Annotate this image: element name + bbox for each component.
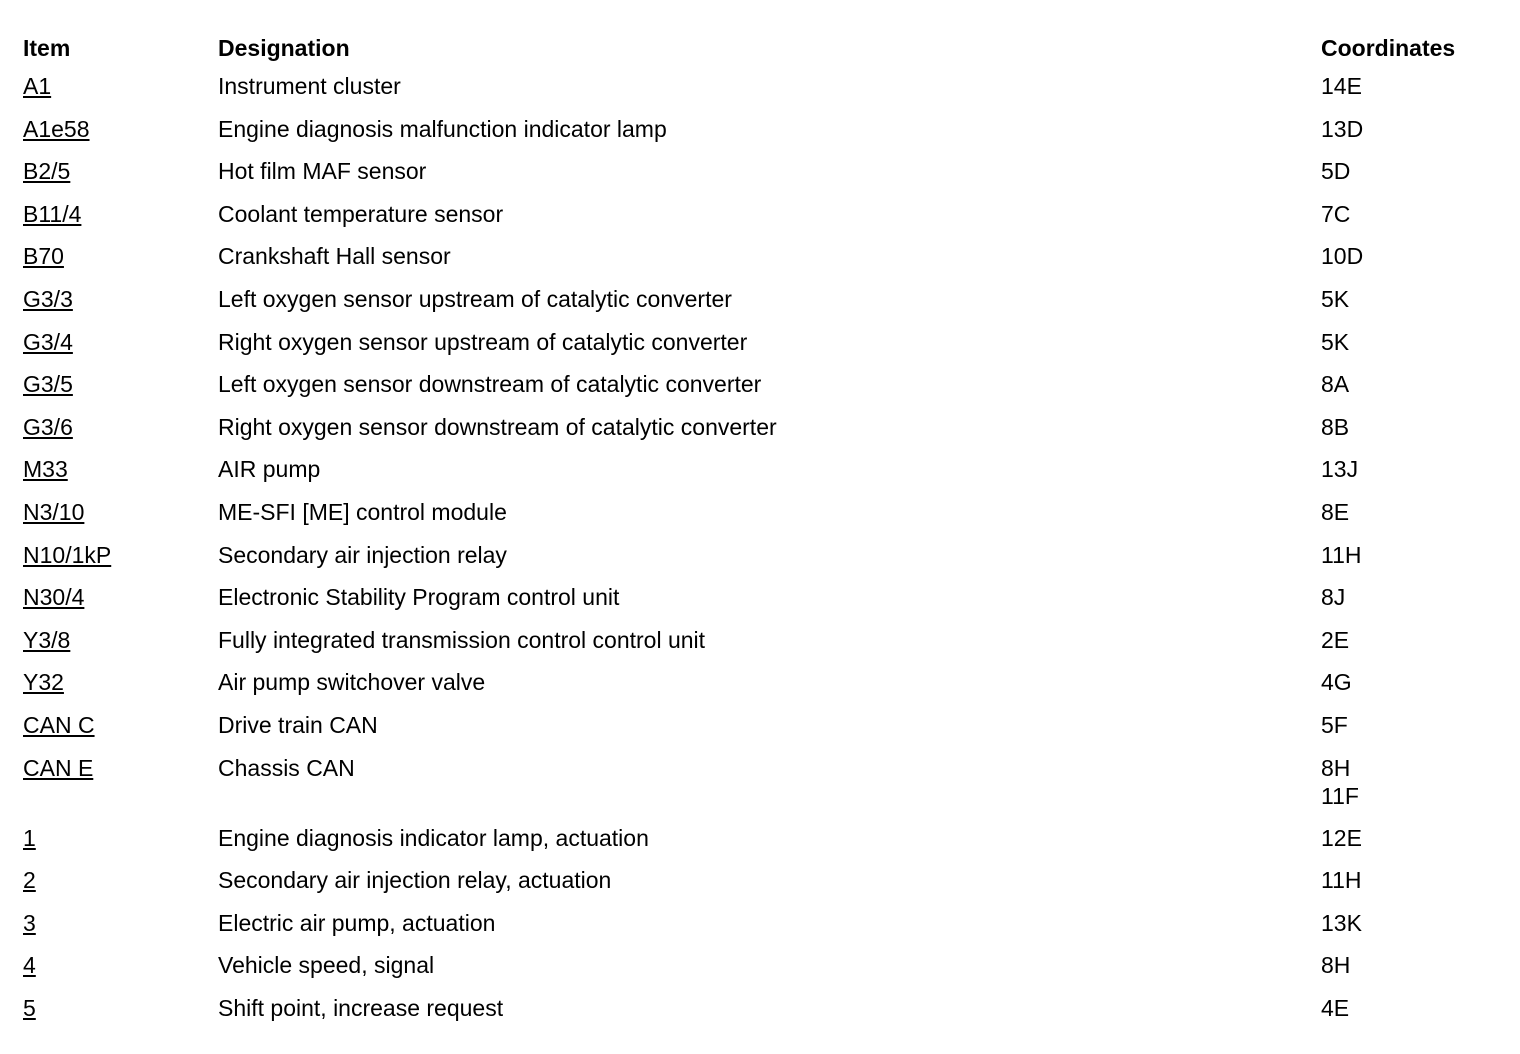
coordinate-value: 4E	[1321, 994, 1350, 1021]
table-header	[23, 30, 1503, 72]
table-row	[23, 951, 1503, 994]
designation-text: Secondary air injection relay	[218, 541, 507, 568]
item-link[interactable]: Y3/8	[23, 626, 71, 653]
coordinate-value: 5K	[1321, 328, 1350, 355]
component-legend-table	[23, 30, 1503, 1036]
table-row	[23, 455, 1503, 498]
designation-text: Coolant temperature sensor	[218, 200, 504, 227]
designation-text: Left oxygen sensor upstream of catalytic converter	[218, 285, 732, 312]
coordinate-value: 11F	[1321, 782, 1359, 809]
item-link[interactable]: B70	[23, 243, 64, 270]
designation-text: Chassis CAN	[218, 754, 355, 781]
item-column-header: Item	[23, 35, 71, 61]
coordinate-value: 2E	[1321, 626, 1350, 653]
item-link[interactable]: A1e58	[23, 115, 90, 142]
coordinate-value: 8H	[1321, 754, 1351, 781]
item-link[interactable]: N30/4	[23, 584, 85, 611]
coordinate-value: 8E	[1321, 498, 1350, 525]
item-link[interactable]: Y32	[23, 669, 64, 696]
item-link[interactable]: 4	[23, 952, 36, 979]
item-link[interactable]: 5	[23, 994, 36, 1021]
table-row	[23, 824, 1503, 867]
coordinate-value: 8B	[1321, 413, 1350, 440]
table-row	[23, 498, 1503, 541]
item-link[interactable]: M33	[23, 456, 68, 483]
table-row	[23, 242, 1503, 285]
coordinate-value: 8A	[1321, 371, 1350, 398]
item-link[interactable]: A1	[23, 73, 52, 99]
designation-text: Left oxygen sensor downstream of catalytic converter	[218, 371, 762, 398]
coordinate-value: 11H	[1321, 867, 1362, 894]
designation-text: Hot film MAF sensor	[218, 158, 427, 185]
designation-text: Engine diagnosis indicator lamp, actuation	[218, 824, 649, 851]
coordinate-value: 10D	[1321, 243, 1364, 270]
item-link[interactable]: 2	[23, 867, 36, 894]
designation-column-header: Designation	[218, 35, 350, 61]
coordinate-value: 5D	[1321, 158, 1351, 185]
table-row	[23, 668, 1503, 711]
coordinate-value: 5F	[1321, 711, 1348, 738]
item-link[interactable]: B11/4	[23, 200, 82, 227]
item-link[interactable]: CAN C	[23, 711, 95, 738]
coordinate-value: 8J	[1321, 584, 1346, 611]
item-link[interactable]: G3/6	[23, 413, 73, 440]
table-row	[23, 285, 1503, 328]
table-row	[23, 328, 1503, 371]
table-row	[23, 413, 1503, 456]
item-link[interactable]: G3/3	[23, 285, 73, 312]
table-row	[23, 370, 1503, 413]
designation-text: Electronic Stability Program control unit	[218, 584, 620, 611]
item-link[interactable]: CAN E	[23, 754, 94, 781]
designation-text: Right oxygen sensor downstream of catalytic converter	[218, 413, 777, 440]
coordinate-value: 5K	[1321, 285, 1350, 312]
table-row	[23, 909, 1503, 952]
item-link[interactable]: N10/1kP	[23, 541, 112, 568]
coordinate-value: 12E	[1321, 824, 1362, 851]
table-row	[23, 583, 1503, 626]
item-link[interactable]: G3/5	[23, 371, 73, 398]
coordinate-value: 14E	[1321, 73, 1362, 99]
designation-text: Drive train CAN	[218, 711, 378, 738]
coordinate-value: 13J	[1321, 456, 1359, 483]
coordinate-value: 4G	[1321, 669, 1352, 696]
coordinate-value: 11H	[1321, 541, 1362, 568]
table-row	[23, 754, 1503, 824]
designation-text: Air pump switchover valve	[218, 669, 486, 696]
table-row	[23, 115, 1503, 158]
designation-text: Fully integrated transmission control control unit	[218, 626, 706, 653]
table-row	[23, 541, 1503, 584]
designation-text: ME-SFI [ME] control module	[218, 498, 507, 525]
table-row	[23, 994, 1503, 1037]
item-link[interactable]: B2/5	[23, 158, 71, 185]
designation-text: Vehicle speed, signal	[218, 952, 435, 979]
designation-text: AIR pump	[218, 456, 321, 483]
table-row	[23, 72, 1503, 115]
designation-text: Instrument cluster	[218, 73, 401, 99]
table-row	[23, 866, 1503, 909]
table-row	[23, 711, 1503, 754]
coordinates-column-header: Coordinates	[1321, 35, 1456, 61]
designation-text: Shift point, increase request	[218, 994, 504, 1021]
designation-text: Crankshaft Hall sensor	[218, 243, 451, 270]
designation-text: Right oxygen sensor upstream of catalytic converter	[218, 328, 748, 355]
item-link[interactable]: 1	[23, 824, 36, 851]
coordinate-value: 8H	[1321, 952, 1351, 979]
item-link[interactable]: G3/4	[23, 328, 73, 355]
table-row	[23, 157, 1503, 200]
coordinate-value: 7C	[1321, 200, 1351, 227]
table-row	[23, 626, 1503, 669]
table-row	[23, 200, 1503, 243]
designation-text: Electric air pump, actuation	[218, 909, 496, 936]
coordinate-value: 13K	[1321, 909, 1362, 936]
designation-text: Engine diagnosis malfunction indicator lamp	[218, 115, 667, 142]
item-link[interactable]: N3/10	[23, 498, 85, 525]
coordinate-value: 13D	[1321, 115, 1364, 142]
item-link[interactable]: 3	[23, 909, 36, 936]
designation-text: Secondary air injection relay, actuation	[218, 867, 612, 894]
